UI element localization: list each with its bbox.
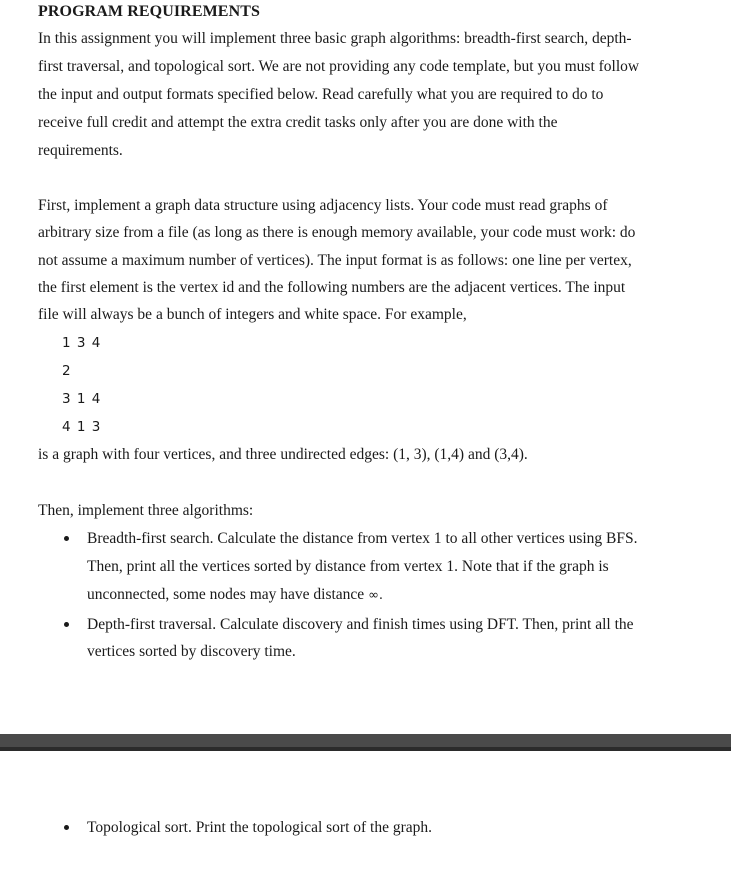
algorithms-intro: Then, implement three algorithms:: [38, 502, 254, 519]
example-line-1: 1 3 4: [62, 335, 102, 351]
dft-line-2: vertices sorted by discovery time.: [87, 643, 296, 660]
topo-line: Topological sort. Print the topological sort of the graph.: [87, 819, 433, 836]
graph-line-3: not assume a maximum number of vertices). The input format is as follows: one line per vertex,: [38, 252, 632, 269]
graph-line-1: First, implement a graph data structure using adjacency lists. Your code must read graphs of: [38, 197, 608, 214]
bfs-line-2: Then, print all the vertices sorted by distance from vertex 1. Note that if the graph is: [87, 558, 609, 575]
intro-line-2: first traversal, and topological sort. We are not providing any code template, but you must follow: [38, 58, 640, 75]
bullet-topo: [64, 825, 69, 830]
page-separator: [0, 734, 731, 747]
example-line-4: 4 1 3: [62, 419, 102, 435]
graph-line-2: arbitrary size from a file (as long as there is enough memory available, your code must work: do: [38, 224, 636, 241]
bfs-line-1: Breadth-first search. Calculate the distance from vertex 1 to all other vertices using BFS.: [87, 530, 638, 547]
intro-line-1: In this assignment you will implement three basic graph algorithms: breadth-first search, depth-: [38, 30, 632, 47]
graph-line-4: the first element is the vertex id and the following numbers are the adjacent vertices. The input: [38, 279, 626, 296]
example-line-3: 3 1 4: [62, 391, 102, 407]
intro-line-5: requirements.: [38, 142, 123, 159]
bullet-bfs: [64, 536, 69, 541]
dft-line-1: Depth-first traversal. Calculate discovery and finish times using DFT. Then, print all the: [87, 616, 634, 633]
bullet-dft: [64, 622, 69, 627]
section-heading: PROGRAM REQUIREMENTS: [38, 3, 261, 20]
graph-line-5: file will always be a bunch of integers and white space. For example,: [38, 306, 467, 323]
intro-line-3: the input and output formats specified below. Read carefully what you are required to do to: [38, 86, 604, 103]
example-caption: is a graph with four vertices, and three undirected edges: (1, 3), (1,4) and (3,4).: [38, 446, 528, 463]
document-page-2: [0, 751, 731, 871]
bfs-line-3-text: unconnected, some nodes may have distance: [87, 586, 369, 603]
infinity-symbol: ∞.: [368, 588, 384, 603]
bfs-line-3: [87, 586, 383, 605]
intro-line-4: receive full credit and attempt the extra credit tasks only after you are done with the: [38, 114, 558, 131]
example-line-2: 2: [62, 363, 72, 379]
